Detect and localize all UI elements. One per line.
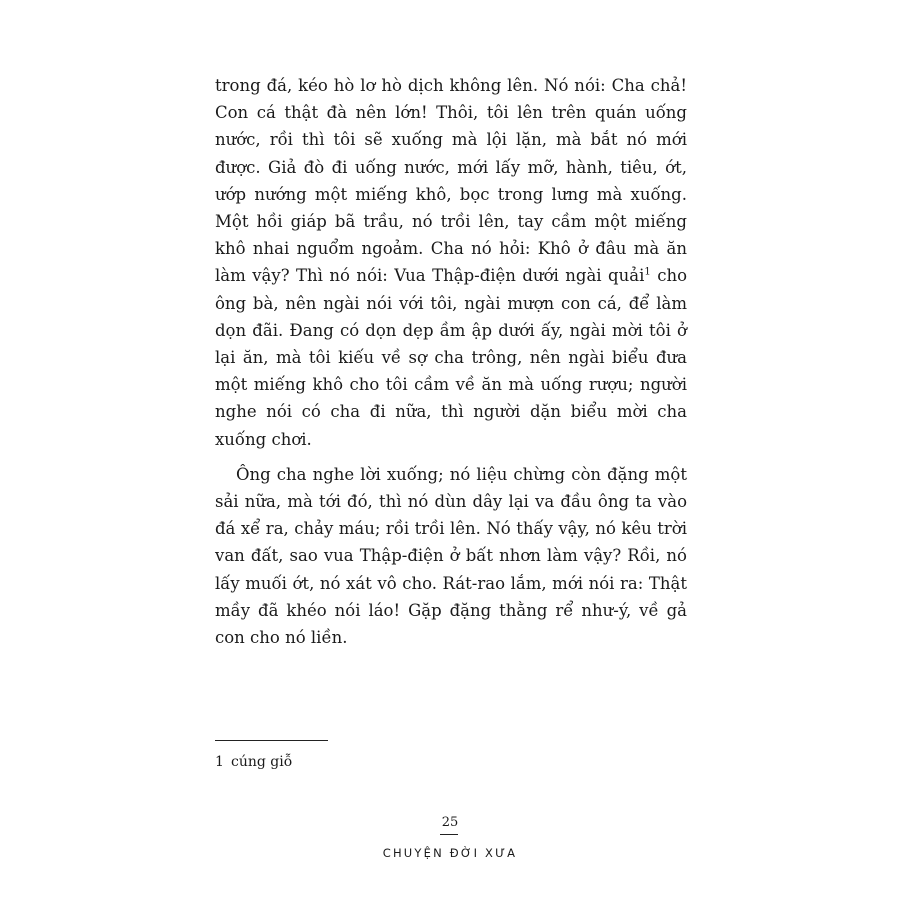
page-number: 25 (441, 815, 459, 830)
paragraph-1 (215, 72, 687, 453)
paragraph-1-part-1: trong đá, kéo hò lơ hò dịch không lên. Nó nói: Cha chả! Con cá thật đà nên lớn! Thôi, tôi lên trên quán uống nước, rồi thì tôi sẽ xuống mà lội lặn, mà bắt nó mới được. Giả đò đi uống nước, mới lấy mỡ, hành, tiêu, ớt, ướp nướng một miếng khô, bọc trong lưng mà xuống. Một hồi giáp bã trầu, nó trồi lên, tay cầm một miếng khô nhai nguổm ngoảm. Cha nó hỏi: Khô ở đâu mà ăn làm vậy? Thì nó nói: Vua Thập-điện dưới ngài quải (215, 76, 687, 286)
running-title: CHUYỆN ĐỜI XƯA (382, 846, 518, 860)
footnote-number: 1 (215, 754, 224, 770)
footnote-text: cúng giỗ (231, 754, 293, 770)
page-number-divider (440, 834, 458, 835)
footnote (215, 752, 292, 772)
footnote-divider (215, 740, 328, 741)
paragraph-2: Ông cha nghe lời xuống; nó liệu chừng còn đặng một sải nữa, mà tới đó, thì nó dùn dây lại va đầu ông ta vào đá xể ra, chảy máu; rồi trồi lên. Nó thấy vậy, nó kêu trời van đất, sao vua Thập-điện ở bất nhơn làm vậy? Rồi, nó lấy muối ớt, nó xát vô cho. Rát-rao lắm, mới nói ra: Thật mầy đã khéo nói láo! Gặp đặng thằng rể như-ý, về gả con cho nó liền. (215, 464, 687, 648)
footnote-reference: 1 (644, 266, 651, 278)
paragraph-1-part-2: cho ông bà, nên ngài nói với tôi, ngài mượn con cá, để làm dọn đãi. Đang có dọn dẹp ầm ập dưới ấy, ngài mời tôi ở lại ăn, mà tôi kiếu về sợ cha trông, nên ngài biểu đưa một miếng khô cho tôi cầm về ăn mà uống rượu; người nghe nói có cha đi nữa, thì người dặn biểu mời cha xuống chơi. (215, 266, 688, 449)
body-text (215, 72, 687, 651)
